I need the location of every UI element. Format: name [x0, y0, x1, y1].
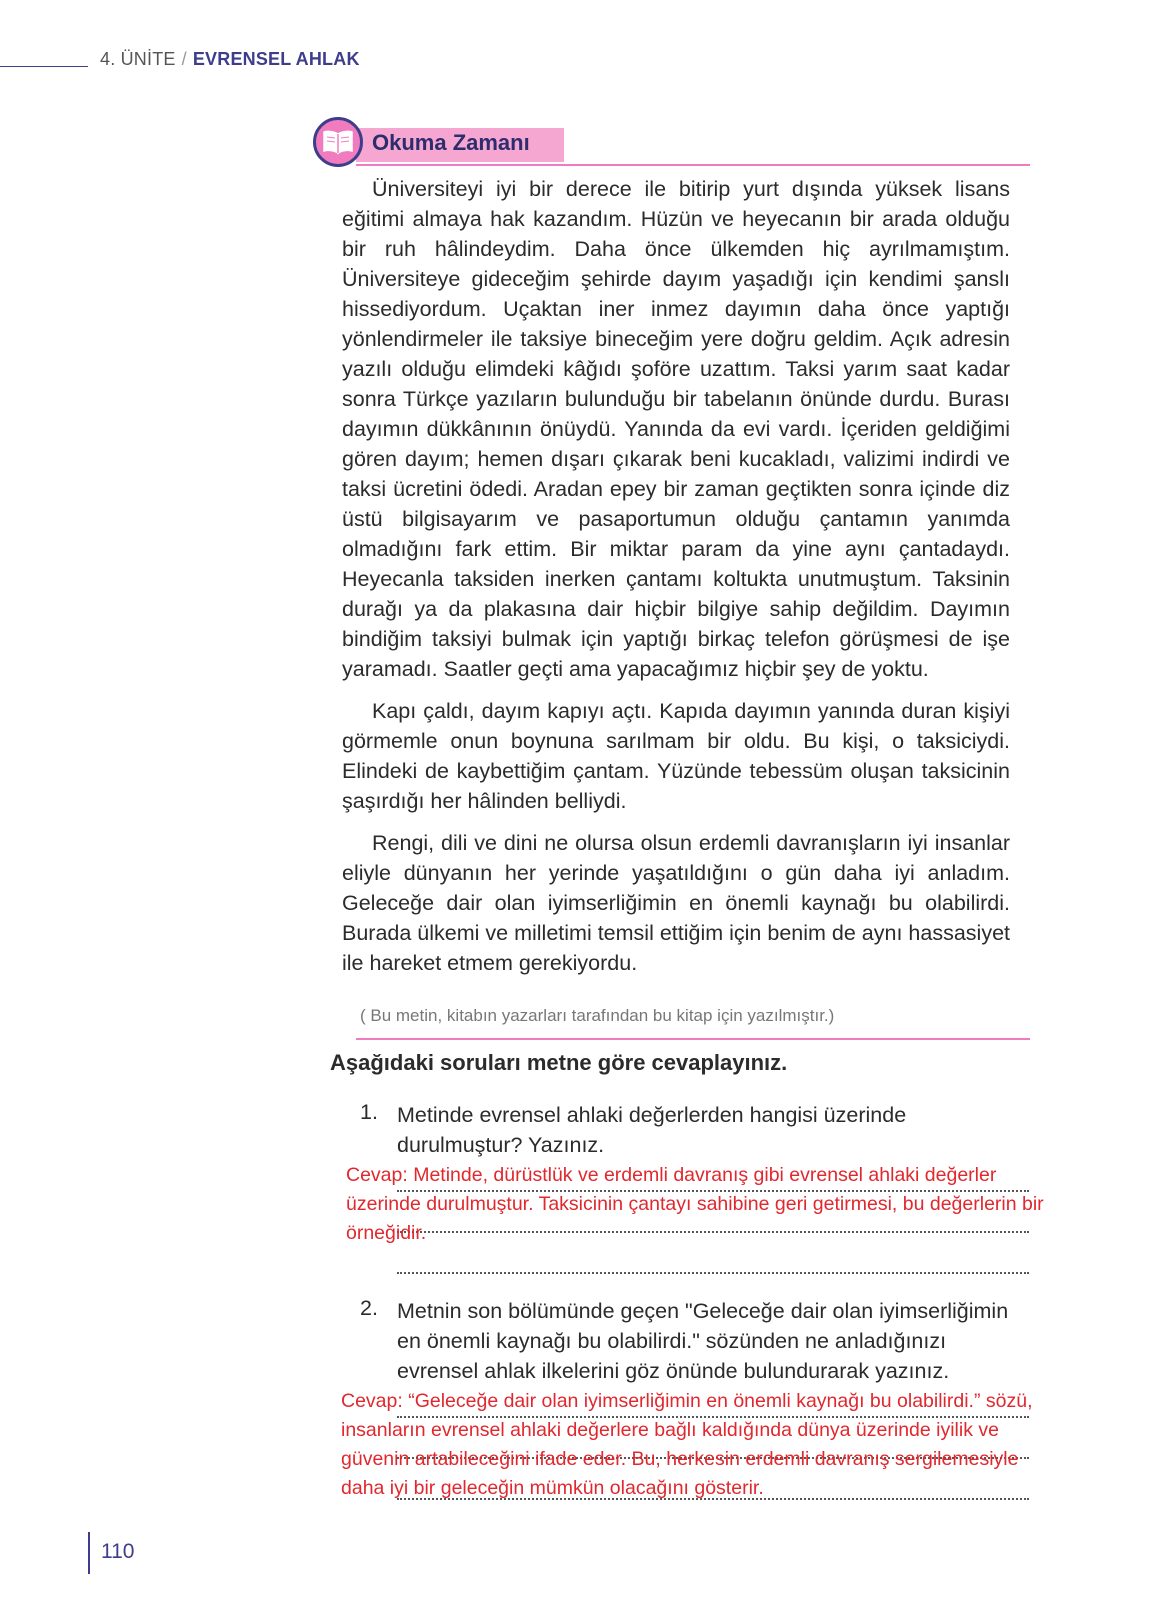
answer-line-text: güvenin artabileceğini ifade eder. Bu, herkesin erdemli davranış sergilemesiyle	[341, 1448, 1019, 1470]
answer-line-text: örneğidir.	[346, 1222, 427, 1244]
reading-passage	[342, 174, 1010, 990]
handwritten-answer-1	[346, 1161, 1044, 1248]
section-rule	[356, 164, 1030, 166]
passage-paragraph: Rengi, dili ve dini ne olursa olsun erdemli davranışların iyi insanlar eliyle dünyanın her yerinde yaşatıldığını o gün daha iyi anladım. Geleceğe dair olan iyimserliğimin en önemli kaynağı bu olabilirdi. Burada ülkemi ve milletimi temsil ettiğim için benim de aynı hassasiyet ile hareket etmem gerekiyordu.	[342, 831, 1010, 975]
unit-label: 4. ÜNİTE	[100, 49, 176, 69]
source-rule	[356, 1038, 1030, 1040]
header-rule	[0, 66, 88, 67]
questions-instruction: Aşağıdaki soruları metne göre cevaplayınız.	[330, 1050, 788, 1075]
question-number: 2.	[360, 1296, 378, 1320]
open-book-icon-graphic	[322, 129, 354, 155]
page-number-bar	[88, 1532, 90, 1574]
answer-line-text: Cevap: Metinde, dürüstlük ve erdemli davranış gibi evrensel ahlaki değerler	[346, 1164, 997, 1186]
answer-line-text: insanların evrensel ahlaki değerlere bağlı kaldığında dünya üzerinde iyilik ve	[341, 1419, 999, 1441]
running-header	[100, 49, 360, 70]
answer-line-text: daha iyi bir geleceğin mümkün olacağını gösterir.	[341, 1477, 764, 1499]
source-note: ( Bu metin, kitabın yazarları tarafından bu kitap için yazılmıştır.)	[360, 1006, 835, 1025]
question-text: Metinde evrensel ahlaki değerlerden hangisi üzerinde durulmuştur? Yazınız.	[397, 1103, 907, 1157]
answer-line-text: üzerinde durulmuştur. Taksicinin çantayı sahibine geri getirmesi, bu değerlerin bir	[346, 1193, 1044, 1215]
section-title: Okuma Zamanı	[372, 130, 530, 155]
answer-line-text: Cevap: “Geleceğe dair olan iyimserliğimin en önemli kaynağı bu olabilirdi.” sözü,	[341, 1390, 1033, 1412]
handwritten-answer-2	[341, 1387, 1033, 1503]
unit-title: EVRENSEL AHLAK	[192, 49, 360, 69]
passage-paragraph: Kapı çaldı, dayım kapıyı açtı. Kapıda dayımın yanında duran kişiyi görmemle onun boynuna sarılmam bir oldu. Bu kişi, o taksiciydi. Elindeki de kaybettiğim çantam. Yüzünde tebessüm oluşan taksicinin şaşırdığı her hâlinden belliydi.	[342, 699, 1010, 813]
header-separator: /	[181, 49, 187, 69]
answer-line[interactable]	[397, 1272, 1029, 1274]
page-number: 110	[101, 1540, 135, 1563]
question-text: Metnin son bölümünde geçen "Geleceğe dair olan iyimserliğimin en önemli kaynağı bu olabilirdi." sözünden ne anladığınızı evrensel ahlak ilkelerini göz önünde bulundurarak yazınız.	[397, 1299, 1009, 1383]
passage-paragraph: Üniversiteyi iyi bir derece ile bitirip yurt dışında yüksek lisans eğitimi almaya hak kazandım. Hüzün ve heyecanın bir arada olduğu bir ruh hâlindeydim. Daha önce ülkemden hiç ayrılmamıştım. Üniversiteye gideceğim şehirde dayım yaşadığı için kendimi şanslı hissediyordum. Uçaktan iner inmez dayımın daha önce yaptığı yönlendirmeler ile taksiye bineceğim yere doğru geldim. Açık adresin yazılı olduğu elimdeki kâğıdı şoföre uzattım. Taksi yarım saat kadar sonra Türkçe yazıların bulunduğu bir tabelanın önünde durdu. Burası dayımın dükkânının önüydü. Yanında da evi vardı. İçeriden geldiğimi gören dayım; hemen dışarı çıkarak beni kucakladı, valizimi indirdi ve taksi ücretini ödedi. Aradan epey bir zaman geçtikten sonra içinde diz üstü bilgisayarım ve pasaportumun olduğu çantamın yanımda olmadığını fark ettim. Bir miktar param da yine aynı çantadaydı. Heyecanla taksiden inerken çantamı koltukta unutmuştum. Taksinin durağı ya da plakasına dair hiçbir bilgiye sahip değildim. Dayımın bindiğim taksiyi bulmak için yaptığı birkaç telefon görüşmesi de işe yaramadı. Saatler geçti ama yapacağımız hiçbir şey de yoktu.	[342, 177, 1010, 681]
question-number: 1.	[360, 1100, 378, 1124]
open-book-icon	[313, 117, 363, 167]
